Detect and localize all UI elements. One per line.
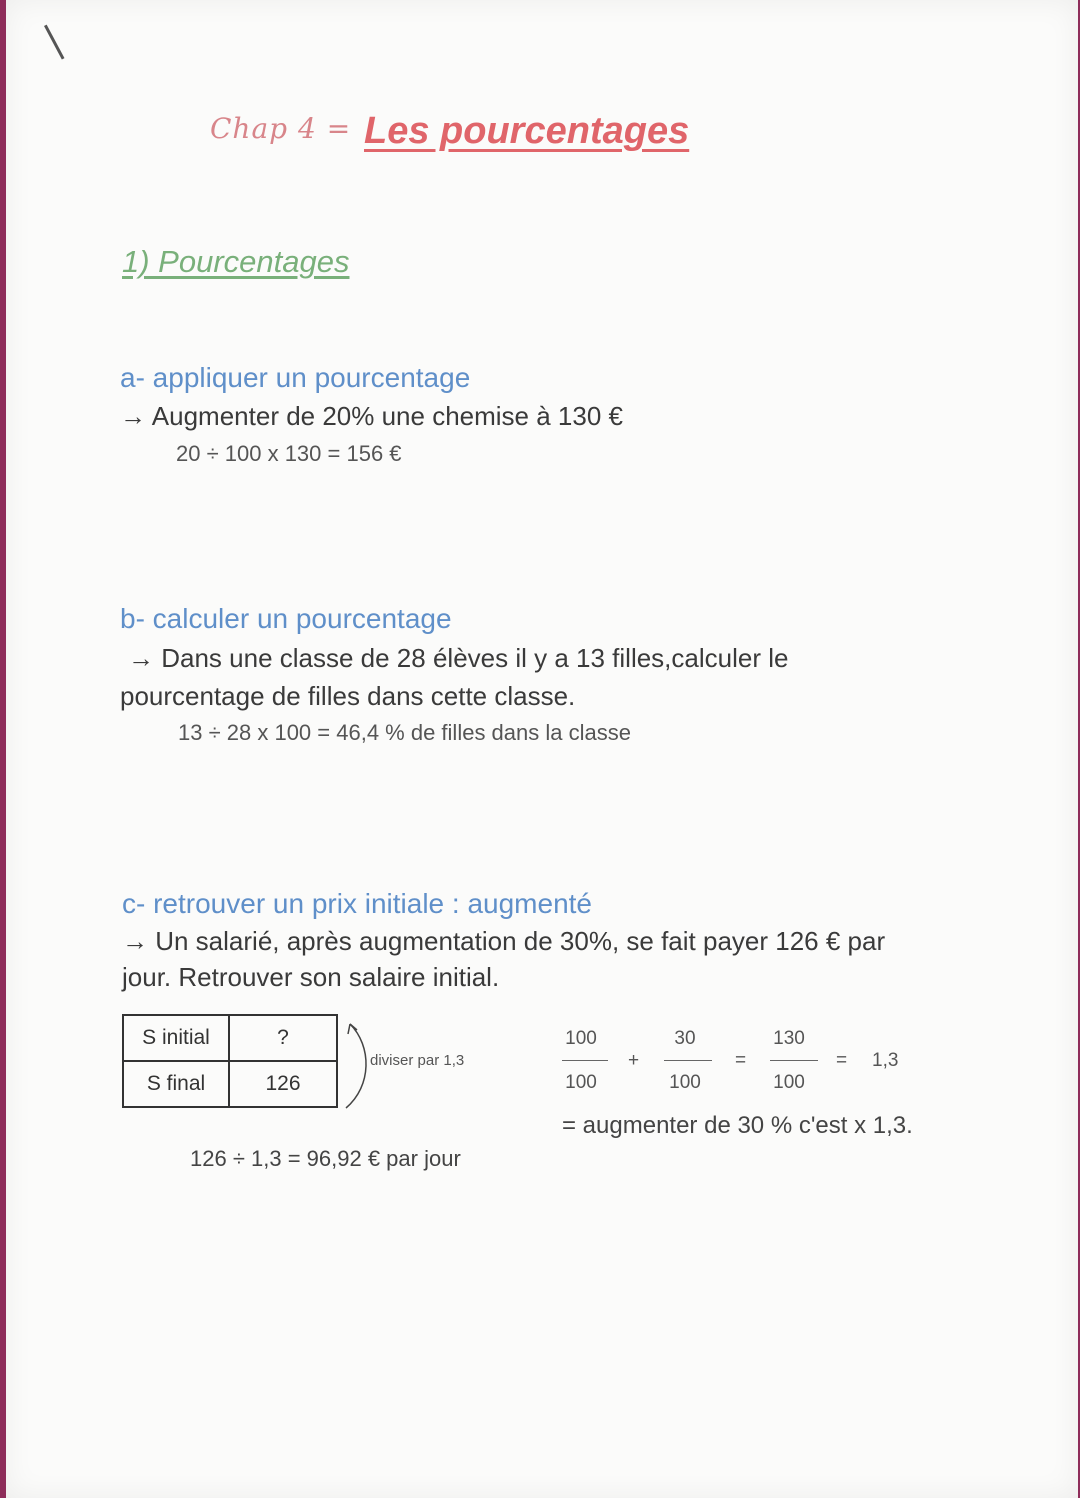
table-cell-label: S initial (123, 1015, 229, 1061)
table-row (123, 1061, 337, 1107)
fraction-bar (770, 1060, 818, 1061)
fraction-bar (664, 1060, 712, 1061)
table-cell-value: 126 (229, 1061, 337, 1107)
chapter-label: Chap 4 = (210, 112, 352, 145)
fraction-1-numerator: 100 (565, 1028, 597, 1049)
part-c-statement-line2: jour. Retrouver son salaire initial. (122, 962, 500, 992)
proportion-table (122, 1014, 338, 1108)
fraction-2-denominator: 100 (669, 1072, 701, 1093)
fraction-3-numerator: 130 (773, 1028, 805, 1049)
part-b-statement-line1: → Dans une classe de 28 élèves il y a 13 filles,calculer le (128, 643, 789, 673)
fraction-bar (562, 1060, 608, 1061)
part-c-conclusion: = augmenter de 30 % c'est x 1,3. (562, 1112, 913, 1139)
equals-operator: = (836, 1050, 848, 1071)
pen-stroke-mark (44, 25, 64, 60)
fraction-result: 1,3 (872, 1050, 899, 1071)
part-b-statement-line2: pourcentage de filles dans cette classe. (120, 681, 576, 711)
notebook-page (6, 0, 1078, 1498)
page-title: Les pourcentages (364, 110, 690, 152)
plus-operator: + (628, 1050, 640, 1071)
part-b-calculation: 13 ÷ 28 x 100 = 46,4 % de filles dans la classe (178, 720, 631, 745)
part-c-subtitle: c- retrouver un prix initiale : augmenté (122, 888, 592, 919)
arrow-label: diviser par 1,3 (370, 1052, 465, 1069)
part-b-subtitle: b- calculer un pourcentage (120, 603, 452, 634)
fraction-1-denominator: 100 (565, 1072, 597, 1093)
table-cell-label: S final (123, 1061, 229, 1107)
section-title: 1) Pourcentages (122, 244, 350, 279)
equals-operator: = (735, 1050, 747, 1071)
table-cell-value: ? (229, 1015, 337, 1061)
fraction-3-denominator: 100 (773, 1072, 805, 1093)
part-c-statement-line1: → Un salarié, après augmentation de 30%, se fait payer 126 € par (122, 926, 886, 956)
part-c-calculation: 126 ÷ 1,3 = 96,92 € par jour (190, 1146, 461, 1171)
part-a-subtitle: a- appliquer un pourcentage (120, 362, 471, 393)
part-a-calculation: 20 ÷ 100 x 130 = 156 € (176, 441, 402, 466)
part-a-statement: → Augmenter de 20% une chemise à 130 € (120, 401, 623, 431)
table-row (123, 1015, 337, 1061)
curved-arrow-icon (342, 1016, 372, 1112)
fraction-2-numerator: 30 (674, 1028, 696, 1049)
